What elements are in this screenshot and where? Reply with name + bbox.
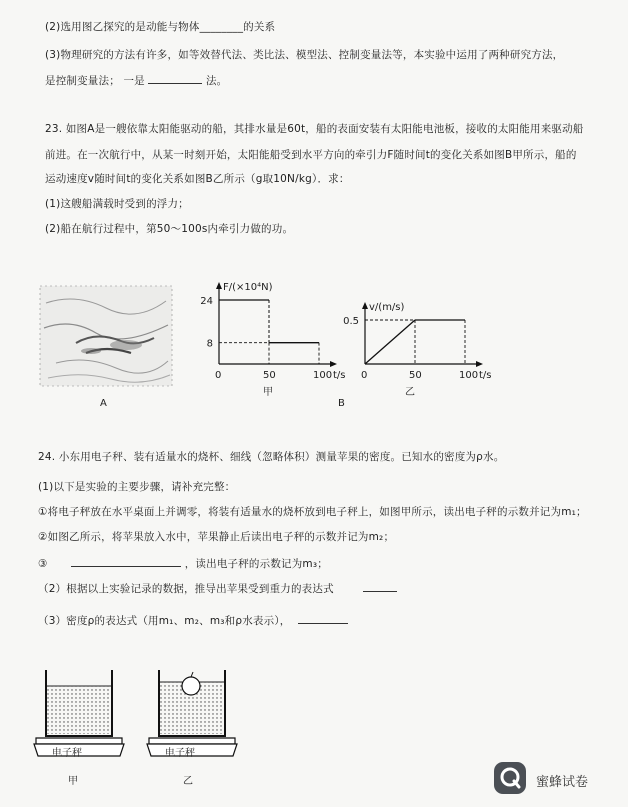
yi-segment-accel [365,320,415,364]
q24-sub-2-text: （2）根据以上实验记录的数据，推导出苹果受到重力的表达式 [38,583,334,595]
yi-xtick-0: 0 [361,370,368,381]
q24-sub-3 [38,612,348,628]
q24-sub-3-blank [298,612,348,624]
q24-step-3 [38,555,328,571]
jia-xlabel: t/s [333,370,346,381]
q22-line-4-middle: 一是 [123,75,145,87]
jia-x-arrow [330,361,337,367]
chart-jia-caption: 甲 [263,387,273,398]
beaker-caption-jia: 甲 [68,776,78,787]
solar-boat-photo [36,283,176,388]
q24-step-3-prefix: ③ [38,558,48,570]
jia-ylabel: F/(×10⁴N) [223,282,273,293]
q22-line-3: (3)物理研究的方法有许多，如等效替代法、类比法、模型法、控制变量法等，本实验中运用了两种研究方法， [45,49,564,61]
q22-line-4-prefix: 是控制变量法； [45,75,120,87]
q24-sub-1: (1)以下是实验的主要步骤，请补充完整： [38,481,236,493]
q24-sub-3-text: （3）密度ρ的表达式（用m₁、m₂、m₃和ρ水表示）， [38,615,291,627]
scale-label-yi: 电子秤 [165,748,195,759]
jia-y-arrow [216,282,222,289]
yi-y-arrow [362,302,368,309]
velocity-time-chart [345,286,495,381]
chart-yi-caption: 乙 [405,387,415,398]
yi-x-arrow [476,361,483,367]
force-time-chart [195,268,345,383]
q23-sub-2: (2)船在航行过程中，第50～100s内牵引力做的功。 [45,223,294,235]
q24-sub-2 [38,580,397,596]
q22-line-2: (2)选用图乙探究的是动能与物体________的关系 [45,21,276,33]
jia-ytick-0: 8 [206,338,213,350]
yi-ylabel: v/(m/s) [369,302,405,313]
jia-ytick-1: 24 [200,296,213,307]
bee-logo-icon [493,761,527,795]
q23-sub-1: (1)这艘船满载时受到的浮力； [45,198,189,210]
q23-line-3: 运动速度v随时间t的变化关系如图B乙所示（g取10N/kg）．求： [45,173,350,185]
apple-icon [182,677,200,695]
q23-line-1: 23. 如图A是一艘依靠太阳能驱动的船，其排水量是60t，船的表面安装有太阳能电池板，接收的太阳能用来驱动船 [45,123,584,135]
scale-label-jia: 电子秤 [52,748,82,759]
q24-step-1: ①将电子秤放在水平桌面上并调零，将装有适量水的烧杯放到电子秤上，如图甲所示，读出电子秤的示数并记为m₁； [38,506,587,518]
q22-line-4-suffix: 法。 [205,75,228,87]
jia-xtick-2: 100 [313,370,333,381]
jia-xtick-1: 50 [263,370,276,381]
figure-a-label: A [100,398,107,409]
q24-line-1: 24. 小东用电子秤、装有适量水的烧杯、细线（忽略体积）测量苹果的密度。已知水的密度为ρ水。 [38,451,505,463]
yi-xtick-2: 100 [459,370,479,381]
q24-step-2: ②如图乙所示，将苹果放入水中，苹果静止后读出电子秤的示数并记为m₂； [38,531,395,543]
q22-line-4 [45,72,227,88]
figure-b-label: B [338,398,345,409]
brand-name: 蜜蜂试卷 [536,775,589,790]
q22-answer-blank [148,72,202,84]
q24-sub-2-blank [363,580,397,592]
q24-step-3-suffix: ，读出电子秤的示数记为m₃； [184,558,328,570]
q23-line-2: 前进。在一次航行中，从某一时刻开始，太阳能船受到水平方向的牵引力F随时间t的变化关系如图B甲所示，船的 [45,149,577,161]
jia-xtick-0: 0 [215,370,222,381]
yi-ytick-0: 0.5 [343,316,359,327]
q24-step-3-blank [71,555,181,567]
beaker-caption-yi: 乙 [183,776,193,787]
yi-xtick-1: 50 [409,370,422,381]
yi-xlabel: t/s [479,370,492,381]
